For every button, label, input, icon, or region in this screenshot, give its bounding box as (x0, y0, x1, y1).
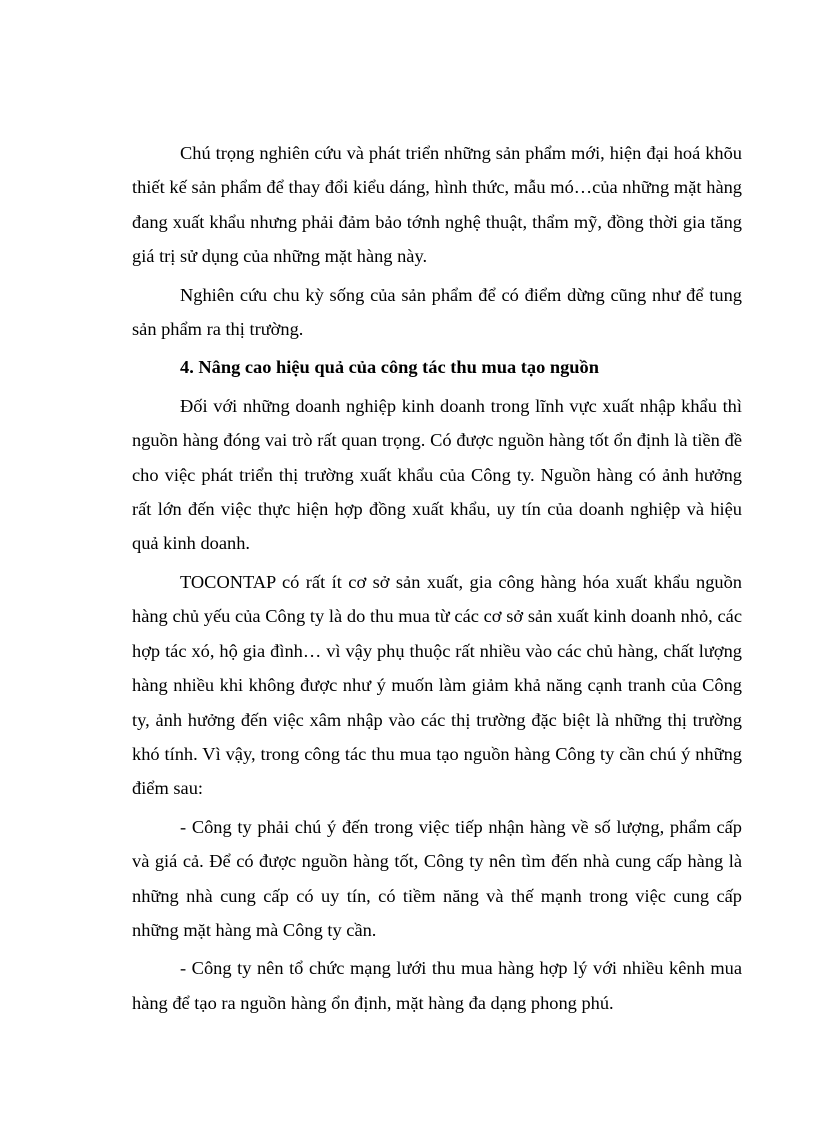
section-heading: 4. Nâng cao hiệu quả của công tác thu mua tạo nguồn (180, 357, 599, 378)
paragraph-tocontap-sourcing: TOCONTAP có rất ít cơ sở sản xuất, gia công hàng hóa xuất khẩu nguồn hàng chủ yếu của Công ty là do thu mua từ các cơ sở sản xuất kinh doanh nhỏ, các hợp tác xó, hộ gia đình… vì vậy phụ thuộc rất nhiều vào các chủ hàng, chất lượng hàng nhiều khi không được như ý muốn làm giảm khả năng cạnh tranh của Công ty, ảnh hưởng đến việc xâm nhập vào các thị trường đặc biệt là những thị trường khó tính. Vì vậy, trong công tác thu mua tạo nguồn hàng Công ty cần chú ý những điểm sau: (132, 571, 742, 799)
paragraph-product-lifecycle: Nghiên cứu chu kỳ sống của sản phẩm để có điểm dừng cũng như để tung sản phẩm ra thị trường. (132, 284, 742, 340)
bullet-purchasing-network: - Công ty nên tổ chức mạng lưới thu mua hàng hợp lý với nhiều kênh mua hàng để tạo ra nguồn hàng ổn định, mặt hàng đa dạng phong phú. (132, 958, 742, 1013)
paragraph-sourcing-importance: Đối với những doanh nghiệp kinh doanh trong lĩnh vực xuất nhập khẩu thì nguồn hàng đóng vai trò rất quan trọng. Có được nguồn hàng tốt ổn định là tiền đề cho việc phát triển thị trường xuất khẩu của Công ty. Nguồn hàng có ảnh hưởng rất lớn đến việc thực hiện hợp đồng xuất khẩu, uy tín của doanh nghiệp và hiệu quả kinh doanh. (132, 395, 742, 554)
paragraph-product-research: Chú trọng nghiên cứu và phát triển những sản phẩm mới, hiện đại hoá khõu thiết kế sản phẩm để thay đổi kiểu dáng, hình thức, mẫu mó…của những mặt hàng đang xuất khẩu nhưng phải đảm bảo tớnh nghệ thuật, thẩm mỹ, đồng thời gia tăng giá trị sử dụng của những mặt hàng này. (132, 143, 742, 267)
bullet-quality-control: - Công ty phải chú ý đến trong việc tiếp nhận hàng về số lượng, phẩm cấp và giá cả. Để có được nguồn hàng tốt, Công ty nên tìm đến nhà cung cấp hàng là những nhà cung cấp có uy tín, có tiềm năng và thế mạnh trong việc cung cấp những mặt hàng mà Công ty cần. (132, 816, 742, 940)
document-body (132, 136, 742, 1024)
